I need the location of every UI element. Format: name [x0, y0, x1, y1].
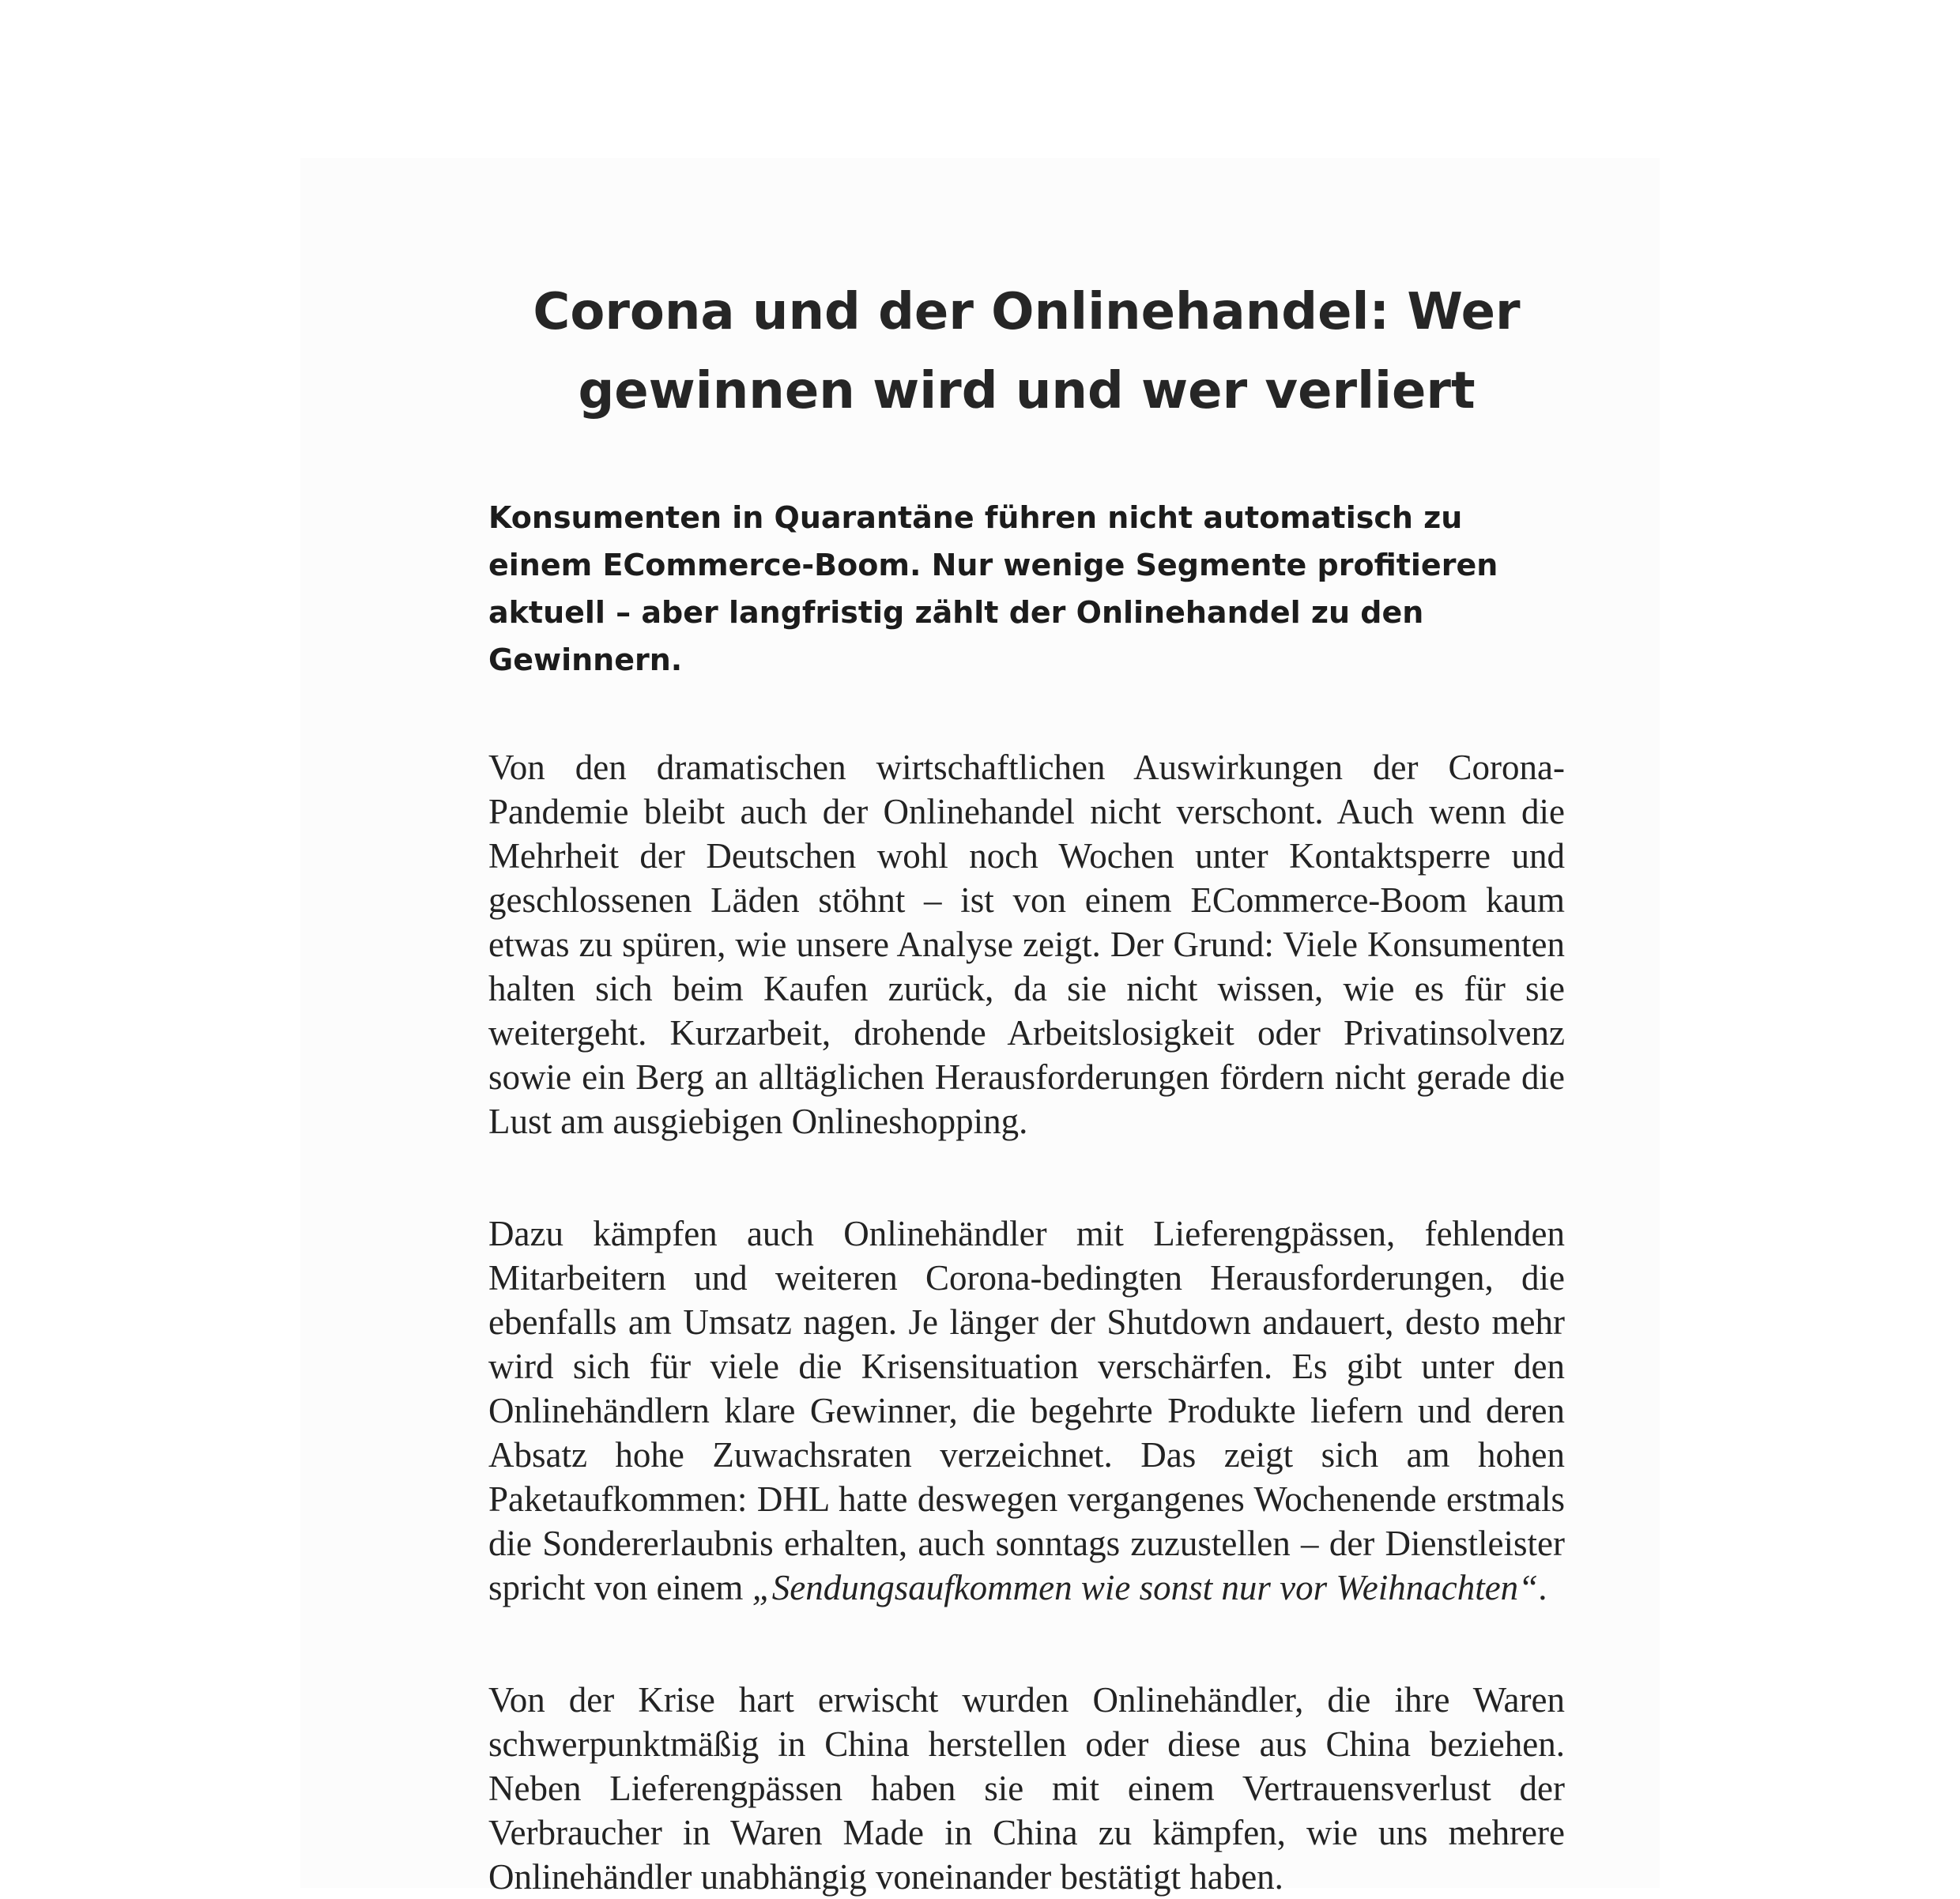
- body-paragraph-3: Von der Krise hart erwischt wurden Onlinehändler, die ihre Waren schwerpunktmäßig in China herstellen oder diese aus China beziehen. Neben Lieferengpässen haben sie mit einem Vertrauensverlust der Verbraucher in Waren Made in China zu kämpfen, wie uns mehrere Onlinehändler unabhängig voneinander bestätigt haben.: [488, 1680, 1565, 1897]
- body-paragraph-2: [488, 1211, 1565, 1610]
- paragraph-2-end: .: [1538, 1568, 1547, 1607]
- article: [488, 273, 1565, 1899]
- paragraph-2-text: Dazu kämpfen auch Onlinehändler mit Lieferengpässen, fehlenden Mitarbeitern und weiteren Corona-bedingten Herausforderungen, die ebenfalls am Umsatz nagen. Je länger der Shutdown andauert, desto mehr wird sich für viele die Krisensituation verschärfen. Es gibt unter den Onlinehändlern klare Gewinner, die begehrte Produkte liefern und deren Absatz hohe Zuwachsraten verzeichnet. Das zeigt sich am hohen Paketaufkommen: DHL hatte deswegen vergangenes Wochenende erstmals die Sondererlaubnis erhalten, auch sonntags zuzustellen – der Dienstleister spricht von einem: [488, 1214, 1565, 1607]
- article-lead: Konsumenten in Quarantäne führen nicht automatisch zu einem ECommerce-Boom. Nur wenige Segmente profitieren aktuell – aber langfristig zählt der Onlinehandel zu den Gewinnern.: [488, 500, 1498, 677]
- dhl-quote: „Sendungsaufkommen wie sonst nur vor Weihnachten“: [752, 1568, 1539, 1607]
- article-title: Corona und der Onlinehandel: Wer gewinnen wird und wer verliert: [533, 283, 1521, 420]
- body-paragraph-1: Von den dramatischen wirtschaftlichen Auswirkungen der Corona-Pandemie bleibt auch der Onlinehandel nicht verschont. Auch wenn die Mehrheit der Deutschen wohl noch Wochen unter Kontaktsperre und geschlossenen Läden stöhnt – ist von einem ECommerce-Boom kaum etwas zu spüren, wie unsere Analyse zeigt. Der Grund: Viele Konsumenten halten sich beim Kaufen zurück, da sie nicht wissen, wie es für sie weitergeht. Kurzarbeit, drohende Arbeitslosigkeit oder Privatinsolvenz sowie ein Berg an alltäglichen Herausforderungen fördern nicht gerade die Lust am ausgiebigen Onlineshopping.: [488, 748, 1565, 1141]
